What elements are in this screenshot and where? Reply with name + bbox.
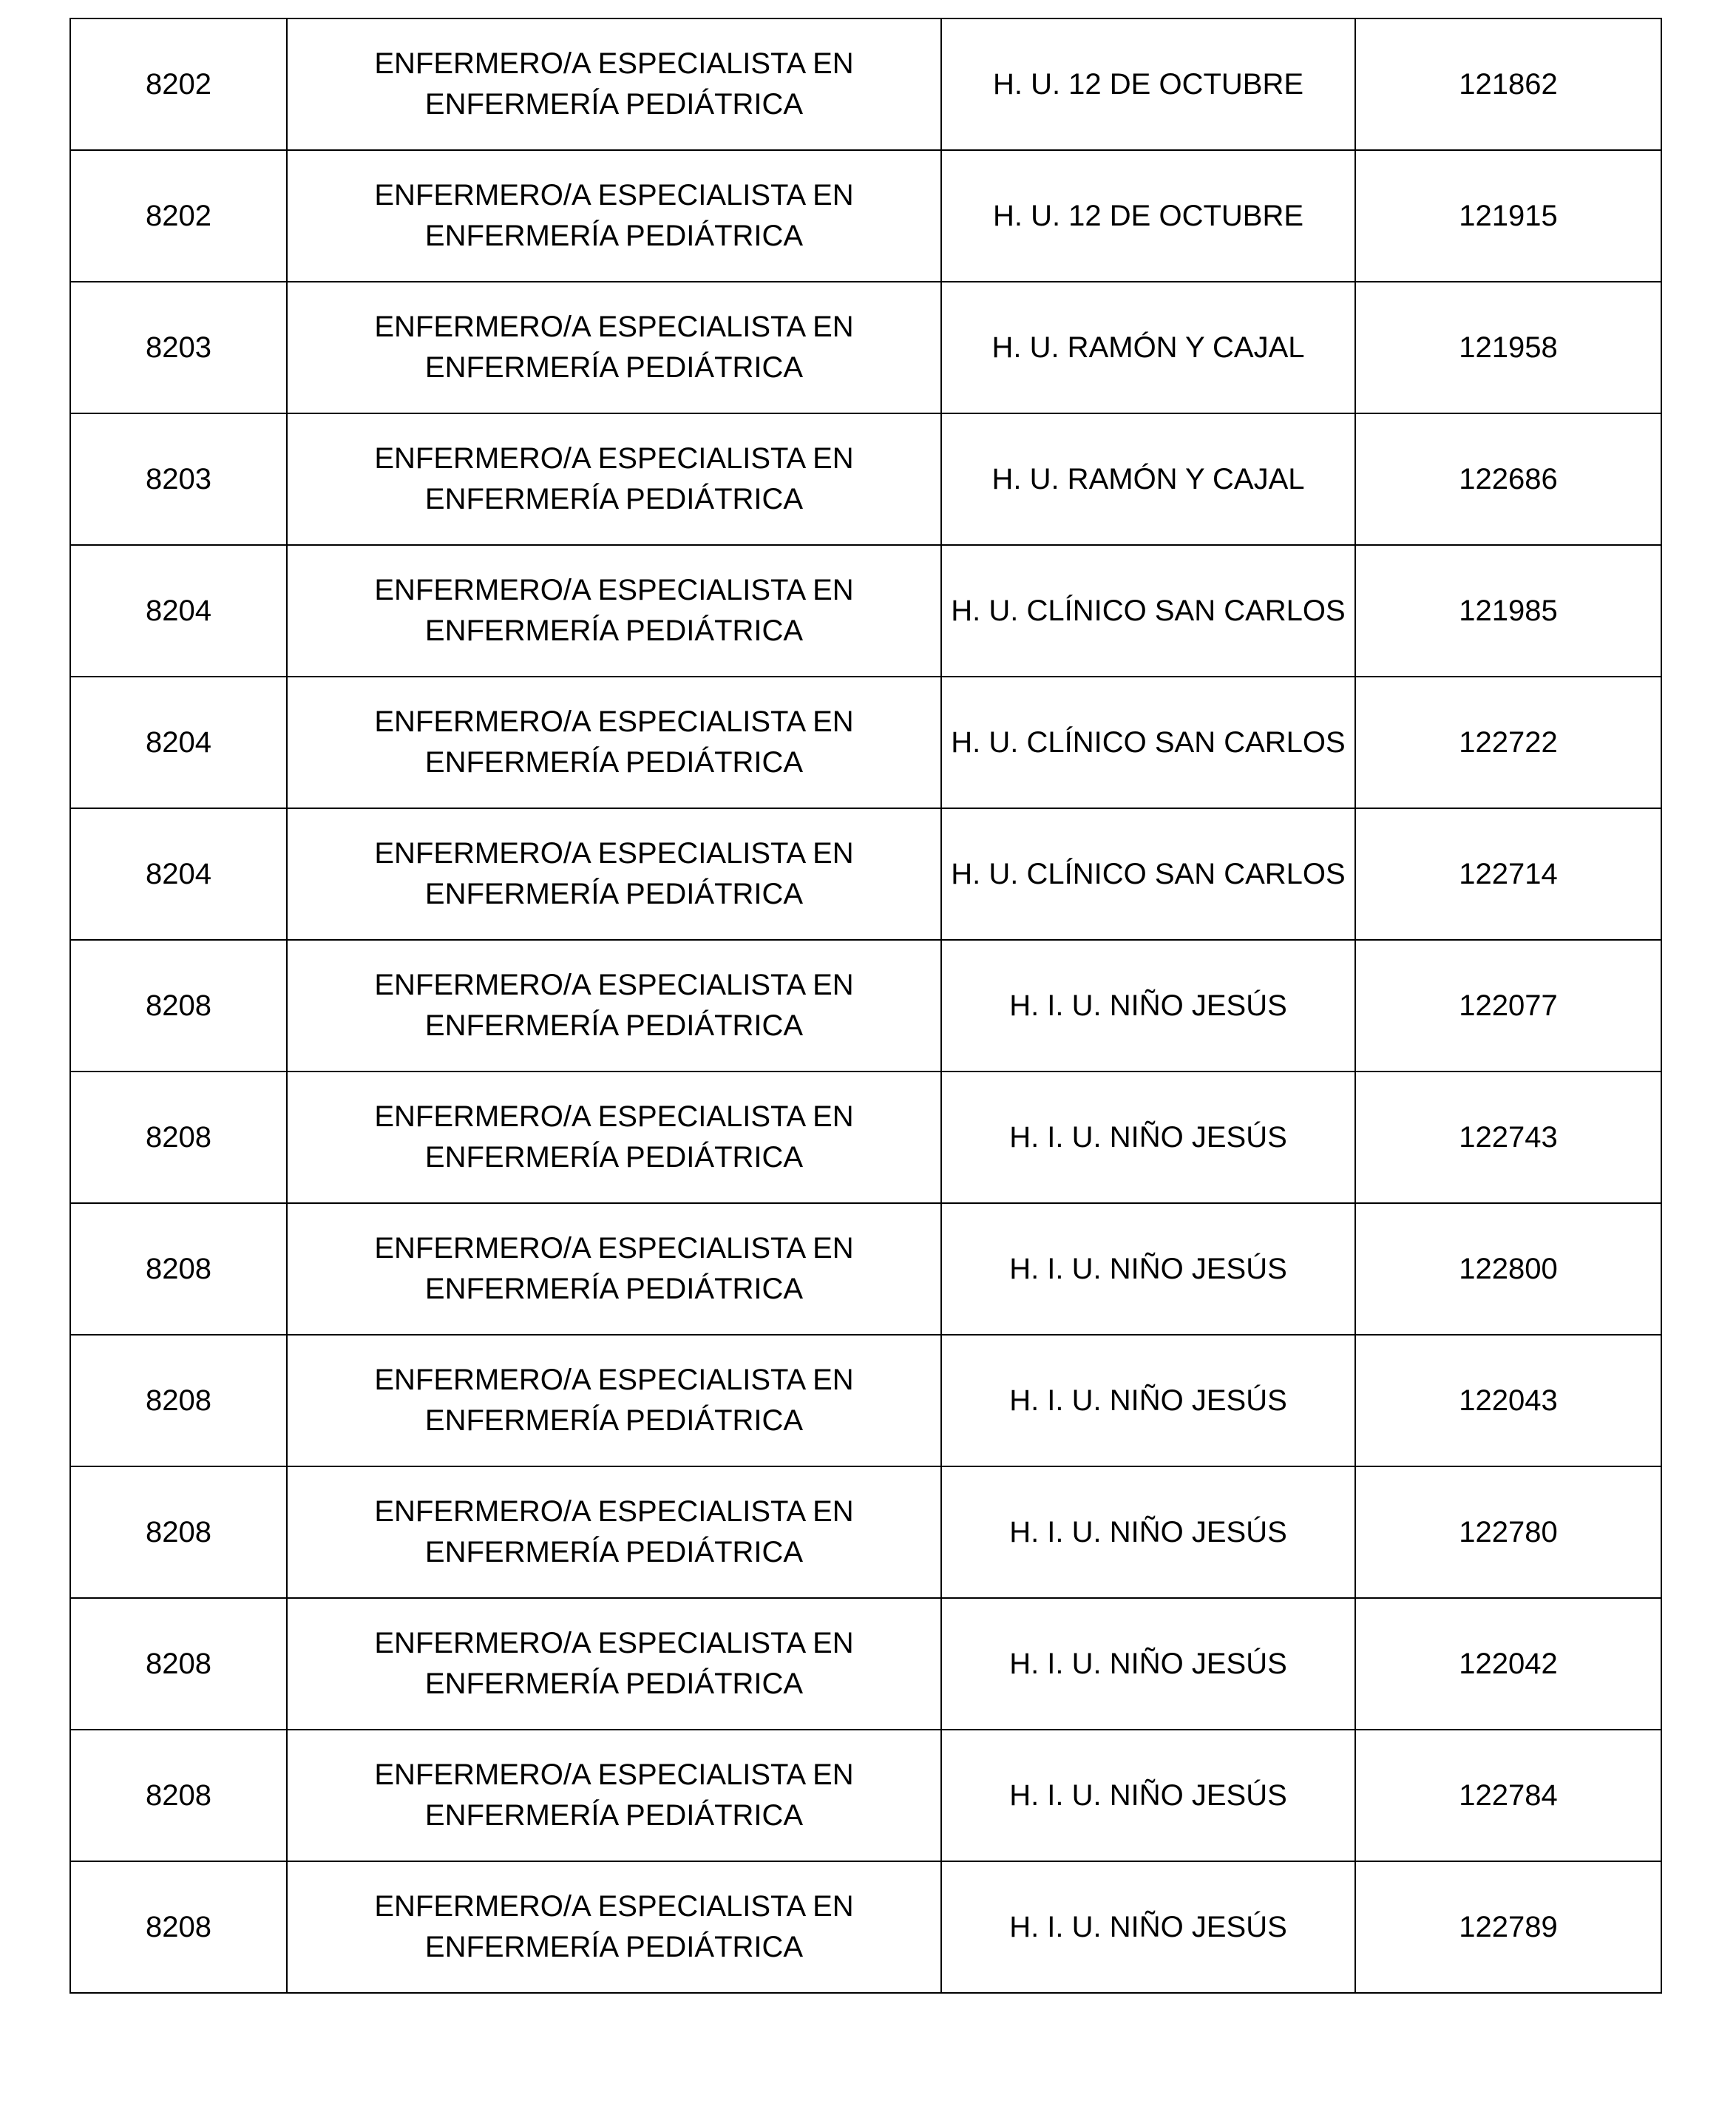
cell-category: ENFERMERO/A ESPECIALISTA EN ENFERMERÍA PEDIÁTRICA <box>287 18 941 150</box>
cell-code: 8208 <box>70 1335 287 1466</box>
cell-hospital: H. I. U. NIÑO JESÚS <box>941 1466 1355 1598</box>
cell-category: ENFERMERO/A ESPECIALISTA EN ENFERMERÍA PEDIÁTRICA <box>287 545 941 677</box>
cell-hospital: H. I. U. NIÑO JESÚS <box>941 1335 1355 1466</box>
table-row <box>70 1730 1661 1861</box>
cell-number: 121915 <box>1355 150 1661 282</box>
cell-number: 121985 <box>1355 545 1661 677</box>
table-row <box>70 545 1661 677</box>
table-row <box>70 413 1661 545</box>
cell-code: 8203 <box>70 413 287 545</box>
cell-category: ENFERMERO/A ESPECIALISTA EN ENFERMERÍA PEDIÁTRICA <box>287 1203 941 1335</box>
table-row <box>70 940 1661 1072</box>
cell-number: 122800 <box>1355 1203 1661 1335</box>
cell-category: ENFERMERO/A ESPECIALISTA EN ENFERMERÍA PEDIÁTRICA <box>287 808 941 940</box>
cell-category: ENFERMERO/A ESPECIALISTA EN ENFERMERÍA PEDIÁTRICA <box>287 1730 941 1861</box>
cell-hospital: H. I. U. NIÑO JESÚS <box>941 1203 1355 1335</box>
cell-category: ENFERMERO/A ESPECIALISTA EN ENFERMERÍA PEDIÁTRICA <box>287 1861 941 1993</box>
cell-hospital: H. U. RAMÓN Y CAJAL <box>941 413 1355 545</box>
table-row <box>70 18 1661 150</box>
cell-category: ENFERMERO/A ESPECIALISTA EN ENFERMERÍA PEDIÁTRICA <box>287 1466 941 1598</box>
cell-code: 8204 <box>70 545 287 677</box>
cell-category: ENFERMERO/A ESPECIALISTA EN ENFERMERÍA PEDIÁTRICA <box>287 282 941 413</box>
table-row <box>70 1203 1661 1335</box>
table-row <box>70 282 1661 413</box>
cell-category: ENFERMERO/A ESPECIALISTA EN ENFERMERÍA PEDIÁTRICA <box>287 1072 941 1203</box>
cell-category: ENFERMERO/A ESPECIALISTA EN ENFERMERÍA PEDIÁTRICA <box>287 940 941 1072</box>
cell-hospital: H. I. U. NIÑO JESÚS <box>941 1072 1355 1203</box>
cell-number: 122784 <box>1355 1730 1661 1861</box>
cell-number: 122043 <box>1355 1335 1661 1466</box>
table-row <box>70 808 1661 940</box>
cell-hospital: H. U. 12 DE OCTUBRE <box>941 150 1355 282</box>
cell-category: ENFERMERO/A ESPECIALISTA EN ENFERMERÍA PEDIÁTRICA <box>287 677 941 808</box>
cell-hospital: H. U. CLÍNICO SAN CARLOS <box>941 808 1355 940</box>
table-row <box>70 1598 1661 1730</box>
cell-code: 8202 <box>70 150 287 282</box>
cell-code: 8204 <box>70 677 287 808</box>
cell-category: ENFERMERO/A ESPECIALISTA EN ENFERMERÍA PEDIÁTRICA <box>287 1335 941 1466</box>
table-row <box>70 1466 1661 1598</box>
cell-number: 121958 <box>1355 282 1661 413</box>
cell-code: 8203 <box>70 282 287 413</box>
cell-code: 8204 <box>70 808 287 940</box>
cell-code: 8208 <box>70 1861 287 1993</box>
table-row <box>70 1072 1661 1203</box>
cell-code: 8208 <box>70 940 287 1072</box>
table-row <box>70 150 1661 282</box>
cell-hospital: H. U. 12 DE OCTUBRE <box>941 18 1355 150</box>
cell-number: 122714 <box>1355 808 1661 940</box>
cell-number: 122780 <box>1355 1466 1661 1598</box>
table-body <box>70 18 1661 1993</box>
cell-number: 122743 <box>1355 1072 1661 1203</box>
cell-number: 122077 <box>1355 940 1661 1072</box>
cell-code: 8202 <box>70 18 287 150</box>
cell-hospital: H. I. U. NIÑO JESÚS <box>941 1730 1355 1861</box>
cell-code: 8208 <box>70 1730 287 1861</box>
table-row <box>70 1335 1661 1466</box>
cell-hospital: H. I. U. NIÑO JESÚS <box>941 1598 1355 1730</box>
cell-number: 122042 <box>1355 1598 1661 1730</box>
cell-number: 122722 <box>1355 677 1661 808</box>
cell-number: 122789 <box>1355 1861 1661 1993</box>
cell-code: 8208 <box>70 1466 287 1598</box>
cell-hospital: H. U. CLÍNICO SAN CARLOS <box>941 677 1355 808</box>
cell-hospital: H. I. U. NIÑO JESÚS <box>941 1861 1355 1993</box>
positions-table <box>69 18 1662 1994</box>
cell-code: 8208 <box>70 1072 287 1203</box>
cell-hospital: H. U. CLÍNICO SAN CARLOS <box>941 545 1355 677</box>
cell-hospital: H. I. U. NIÑO JESÚS <box>941 940 1355 1072</box>
cell-category: ENFERMERO/A ESPECIALISTA EN ENFERMERÍA PEDIÁTRICA <box>287 150 941 282</box>
table-row <box>70 1861 1661 1993</box>
cell-code: 8208 <box>70 1203 287 1335</box>
cell-number: 122686 <box>1355 413 1661 545</box>
cell-hospital: H. U. RAMÓN Y CAJAL <box>941 282 1355 413</box>
cell-code: 8208 <box>70 1598 287 1730</box>
table-row <box>70 677 1661 808</box>
cell-number: 121862 <box>1355 18 1661 150</box>
cell-category: ENFERMERO/A ESPECIALISTA EN ENFERMERÍA PEDIÁTRICA <box>287 1598 941 1730</box>
cell-category: ENFERMERO/A ESPECIALISTA EN ENFERMERÍA PEDIÁTRICA <box>287 413 941 545</box>
